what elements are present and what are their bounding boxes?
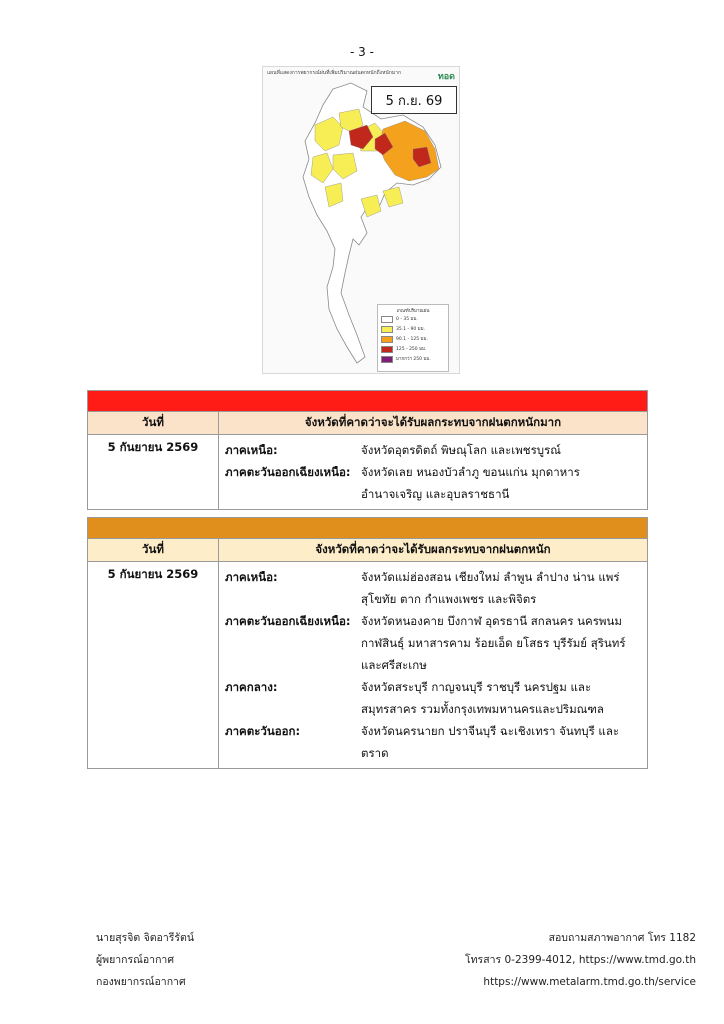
table-row (88, 435, 648, 510)
region-name: ภาคเหนือ: (225, 570, 278, 584)
legend-item (381, 344, 448, 354)
legend-item (381, 324, 448, 334)
date-cell: 5 กันยายน 2569 (88, 435, 219, 510)
legend-label: มากกว่า 250 มม. (396, 356, 431, 362)
forecaster-title: ผู้พยากรณ์อากาศ (96, 954, 174, 966)
region-name: ภาคตะวันออก: (225, 724, 301, 738)
legend-swatch (381, 316, 393, 323)
very-heavy-rain-table (87, 390, 648, 510)
region-row (225, 610, 641, 676)
legend-swatch (381, 326, 393, 333)
date-cell: 5 กันยายน 2569 (88, 562, 219, 769)
legend-label: 90.1 - 125 มม. (396, 336, 428, 342)
table-row (88, 562, 648, 769)
page-number: - 3 - (350, 45, 374, 59)
heavy-color-bar (88, 518, 648, 539)
region-name: ภาคตะวันออกเฉียงเหนือ: (225, 465, 351, 479)
contact-service-link[interactable]: https://www.metalarm.tmd.go.th/service (483, 976, 696, 988)
region-row (225, 676, 641, 720)
region-name: ภาคตะวันออกเฉียงเหนือ: (225, 614, 351, 628)
legend-title: เกณฑ์ปริมาณฝน (396, 309, 430, 314)
footer-contact (465, 927, 696, 993)
region-row (225, 439, 641, 461)
contact-phone: สอบถามสภาพอากาศ โทร 1182 (548, 932, 696, 944)
col-provinces-header: จังหวัดที่คาดว่าจะได้รับผลกระทบจากฝนตกหนัก (219, 539, 648, 562)
map-header-text: แผนที่แสดงการพยากรณ์ฝนที่เพิ่มปริมาณฝนตกหนักถึงหนักมาก (267, 70, 401, 76)
heavy-rain-table (87, 517, 648, 769)
map-legend (377, 304, 449, 372)
legend-item (381, 354, 448, 364)
legend-label: 125 - 250 มม. (396, 346, 427, 352)
footer-forecaster (96, 927, 194, 993)
region-name: ภาคเหนือ: (225, 443, 278, 457)
region-provinces: จังหวัดแม่ฮ่องสอน เชียงใหม่ ลำพูน ลำปาง น่าน แพร่ สุโขทัย ตาก กำแพงเพชร และพิจิตร (361, 570, 620, 606)
col-date-header: วันที่ (88, 539, 219, 562)
region-list (219, 562, 648, 769)
region-provinces: จังหวัดเลย หนองบัวลำภู ขอนแก่น มุกดาหาร อำนาจเจริญ และอุบลราชธานี (361, 465, 580, 501)
tmd-logo: ทอด (437, 72, 455, 82)
forecaster-name: นายสุรจิต จิตอารีรัตน์ (96, 932, 195, 944)
region-row (225, 461, 641, 505)
rainfall-map (262, 66, 460, 374)
very-heavy-color-bar (88, 391, 648, 412)
region-provinces: จังหวัดหนองคาย บึงกาฬ อุดรธานี สกลนคร นครพนม กาฬสินธุ์ มหาสารคาม ร้อยเอ็ด ยโสธร บุรีรัมย์ สุรินทร์ และศรีสะเกษ (361, 614, 626, 672)
region-list (219, 435, 648, 510)
region-provinces: จังหวัดสระบุรี กาญจนบุรี ราชบุรี นครปฐม และสมุทรสาคร รวมทั้งกรุงเทพมหานครและปริมณฑล (361, 680, 604, 716)
legend-swatch (381, 356, 393, 363)
col-date-header: วันที่ (88, 412, 219, 435)
forecaster-division: กองพยากรณ์อากาศ (96, 976, 186, 988)
region-row (225, 566, 641, 610)
legend-label: 0 - 35 มม. (396, 316, 418, 322)
region-name: ภาคกลาง: (225, 680, 278, 694)
map-date-label: 5 ก.ย. 69 (371, 86, 457, 114)
contact-fax-website: โทรสาร 0-2399-4012, https://www.tmd.go.th (465, 954, 696, 966)
region-provinces: จังหวัดนครนายก ปราจีนบุรี ฉะเชิงเทรา จันทบุรี และตราด (361, 724, 620, 760)
legend-label: 35.1 - 90 มม. (396, 326, 426, 332)
region-row (225, 720, 641, 764)
region-provinces: จังหวัดอุตรดิตถ์ พิษณุโลก และเพชรบูรณ์ (361, 443, 561, 457)
col-provinces-header: จังหวัดที่คาดว่าจะได้รับผลกระทบจากฝนตกหนักมาก (219, 412, 648, 435)
legend-swatch (381, 336, 393, 343)
legend-item (381, 334, 448, 344)
legend-item (381, 314, 448, 324)
legend-swatch (381, 346, 393, 353)
